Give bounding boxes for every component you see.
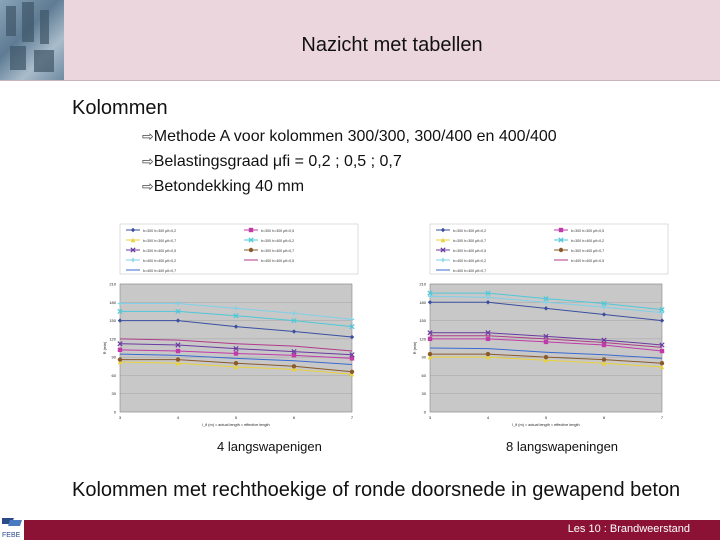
data-point [176,349,180,353]
chart-8-langswapeningen [410,222,670,434]
febe-logo [0,516,24,540]
data-point [428,337,432,341]
legend-label: b=300 h=300 μfi=0,5 [261,229,295,233]
x-tick-label: 3 [428,415,432,420]
data-point [559,248,563,252]
legend-label: b=300 h=400 μfi=0,5 [143,249,177,253]
legend-label: b=300 h=400 μfi=0,7 [261,249,295,253]
legend-label: b=300 h=400 μfi=0,2 [571,239,605,243]
data-point [660,361,664,365]
y-tick-label: 150 [419,318,426,324]
y-tick-label: 120 [419,336,426,342]
data-point [292,364,296,368]
x-tick-label: 6 [292,415,296,420]
legend-label: b=400 h=400 μfi=0,2 [453,259,487,263]
legend-label: b=300 h=400 μfi=0,2 [261,239,295,243]
x-axis-label: l_fi (m) = actual length = effective length [512,423,580,427]
legend-label: b=300 h=300 μfi=0,5 [571,229,605,233]
hollow-arrow-icon: ⇨ [142,178,154,194]
y-tick-label: 90 [421,354,426,360]
legend-label: b=300 h=400 μfi=0,5 [453,249,487,253]
x-tick-label: 5 [234,415,238,420]
data-point [234,361,238,365]
section-heading: Kolommen [72,97,168,119]
y-tick-label: 0 [423,409,426,415]
legend-label: b=400 h=400 μfi=0,2 [143,259,177,263]
data-point [118,348,122,352]
y-tick-label: 180 [419,299,426,305]
x-tick-label: 4 [176,415,180,420]
bullet-text: Belastingsgraad μfi = 0,2 ; 0,5 ; 0,7 [153,153,402,170]
y-tick-label: 60 [421,372,426,378]
data-point [118,357,122,361]
y-tick-label: 0 [113,409,116,415]
y-axis-label: R (min) [103,341,107,355]
data-point [428,352,432,356]
data-point [602,343,606,347]
chart-caption-right: 8 langswapeningen [506,439,619,454]
bullet-text: Betondekking 40 mm [153,178,305,195]
bullet-item [142,149,557,174]
x-axis-label: l_fi (m) = actual length = effective length [202,423,270,427]
data-point [486,352,490,356]
y-tick-label: 180 [109,299,116,305]
hollow-arrow-icon: ⇨ [142,128,154,144]
y-tick-label: 60 [111,372,116,378]
legend-label: b=300 h=400 μfi=0,7 [571,249,605,253]
data-point [249,248,253,252]
data-point [544,340,548,344]
footer-bar [24,520,720,540]
x-tick-label: 4 [486,415,490,420]
data-point [176,357,180,361]
x-tick-label: 7 [660,415,664,420]
y-tick-label: 30 [421,391,426,397]
bullet-list [142,124,557,199]
y-axis-label: R (min) [413,341,417,355]
data-point [544,355,548,359]
legend-label: b=400 h=400 μfi=0,7 [453,269,487,273]
legend-label: b=400 h=400 μfi=0,5 [571,259,605,263]
y-tick-label: 210 [109,281,116,287]
header-banner [0,0,720,81]
bullet-item [142,174,557,199]
legend-label: b=300 h=300 μfi=0,7 [143,239,177,243]
conclusion-text: Kolommen met rechthoekige of ronde doorsnede in gewapend beton [72,479,681,501]
legend-label: b=400 h=400 μfi=0,5 [261,259,295,263]
bullet-text: Methode A voor kolommen 300/300, 300/400 en 400/400 [153,128,557,145]
x-tick-label: 7 [350,415,354,420]
logo-text: FEBE [2,532,21,539]
bullet-item [142,124,557,149]
footer-text: Les 10 : Brandweerstand [567,523,690,535]
legend-label: b=300 h=300 μfi=0,2 [143,229,177,233]
chart-4-langswapeningen [100,222,360,434]
data-point [350,370,354,374]
y-tick-label: 30 [111,391,116,397]
y-tick-label: 90 [111,354,116,360]
data-point [234,351,238,355]
legend-label: b=400 h=400 μfi=0,7 [143,269,177,273]
legend-label: b=300 h=300 μfi=0,7 [453,239,487,243]
y-tick-label: 150 [109,318,116,324]
x-tick-label: 3 [118,415,122,420]
x-tick-label: 5 [544,415,548,420]
x-tick-label: 6 [602,415,606,420]
y-tick-label: 120 [109,336,116,342]
data-point [486,337,490,341]
chart-caption-left: 4 langswapenigen [217,439,322,454]
data-point [249,228,253,232]
data-point [559,228,563,232]
y-tick-label: 210 [419,281,426,287]
slide-title: Nazicht met tabellen [301,34,483,56]
building-photo [0,0,64,80]
data-point [602,357,606,361]
data-point [660,349,664,353]
hollow-arrow-icon: ⇨ [142,153,154,169]
legend-label: b=300 h=300 μfi=0,2 [453,229,487,233]
